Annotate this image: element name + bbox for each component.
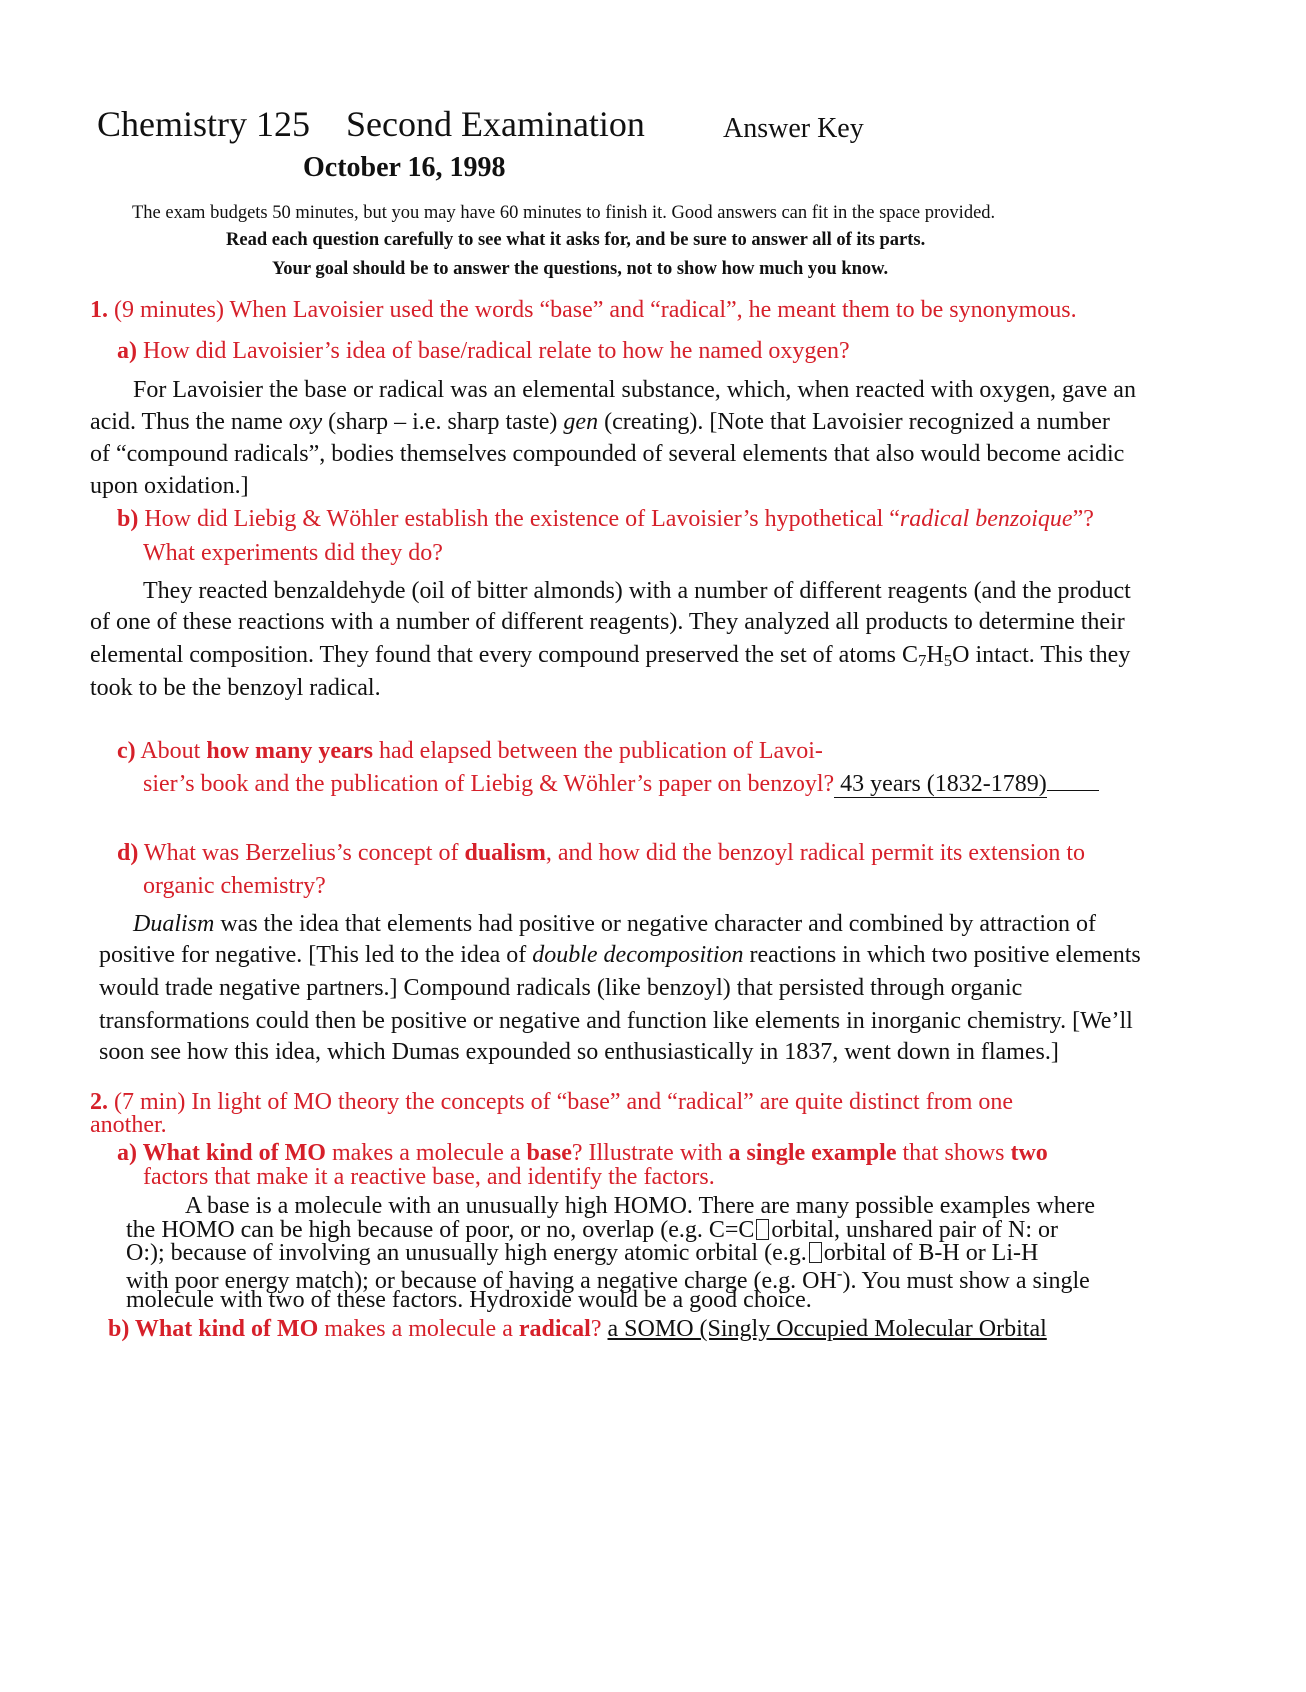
q2b-answer: a SOMO (Singly Occupied Molecular Orbital [607, 1316, 1047, 1342]
emphasis-radical: radical [518, 1316, 591, 1342]
answer-key-label [723, 113, 864, 145]
q1b-answer-line-4: took to be the benzoyl radical. [90, 675, 381, 701]
q1b-question-text: ”? [1072, 506, 1094, 532]
q1a-answer-text: (creating). [Note that Lavoisier recognized a number [598, 409, 1110, 435]
emphasis-two: two [1010, 1140, 1048, 1166]
exam-date [303, 152, 505, 184]
superscript-minus: - [836, 1264, 843, 1283]
q2b-question [108, 1316, 1047, 1343]
q1c-question-text: About [135, 738, 207, 764]
answer-key-text: Answer Key [723, 113, 864, 144]
q1b-label: b) [117, 506, 139, 532]
instructions-line-3: Your goal should be to answer the questions, not to show how much you know. [272, 259, 889, 279]
q2-prompt-text: (7 min) In light of MO theory the concepts of “base” and “radical” are quite distinct from one [108, 1089, 1014, 1115]
q2a-answer-text: the HOMO can be high because of poor, or no, overlap (e.g. C=C [126, 1217, 755, 1243]
q1d-answer-text: reactions in which two positive elements [743, 942, 1141, 968]
q2a-answer-text: orbital, unshared pair of N: or [771, 1217, 1058, 1243]
emphasis-single-example: a single example [728, 1140, 897, 1166]
q2a-answer-text: orbital of B-H or Li-H [823, 1240, 1039, 1266]
q1d-answer-line-1 [133, 911, 1096, 938]
term-gen: gen [563, 409, 599, 435]
q1c-answer-text: 43 years (1832-1789) [834, 771, 1047, 797]
q1c-label: c) [117, 738, 136, 764]
q2a-answer-line-3 [126, 1240, 1038, 1267]
q2a-question-text: that shows [896, 1140, 1011, 1166]
q1a-question-text: How did Lavoisier’s idea of base/radical relate to how he named oxygen? [137, 338, 850, 364]
q2a-answer-line-1: A base is a molecule with an unusually high HOMO. There are many possible examples where [185, 1193, 1095, 1219]
emphasis-what-kind-of-mo: What kind of MO [129, 1316, 319, 1342]
q2b-label: b) [108, 1316, 130, 1342]
q1d-answer-line-5: soon see how this idea, which Dumas expounded so enthusiastically in 1837, went down in flames.] [99, 1039, 1059, 1065]
q1d-answer-line-4: transformations could then be positive or negative and function like elements in inorganic chemistry. [We’ll [99, 1008, 1133, 1034]
q1b-answer-line-3 [90, 642, 1130, 671]
q1c-answer [834, 771, 1047, 798]
q1b-answer-text: H [926, 642, 944, 668]
term-double-decomposition: double decomposition [532, 942, 744, 968]
q1b-answer-text: elemental composition. They found that every compound preserved the set of atoms C [90, 642, 919, 668]
emphasis-base: base [526, 1140, 572, 1166]
q2a-answer-text: ). You must show a single [842, 1268, 1090, 1295]
q1a-answer-text: (sharp – i.e. sharp taste) [322, 409, 564, 435]
q1a-answer-line-1: For Lavoisier the base or radical was an elemental substance, which, when reacted with oxygen, gave an [133, 377, 1136, 403]
q1b-question-line-1 [117, 506, 1094, 533]
q2-prompt-line-1 [90, 1089, 1013, 1116]
q1b-question-text: How did Liebig & Wöhler establish the existence of Lavoisier’s hypothetical “ [138, 506, 900, 532]
q1a-answer-line-2 [90, 409, 1110, 436]
q1d-answer-line-3: would trade negative partners.] Compound radicals (like benzoyl) that persisted through organic [99, 975, 1023, 1001]
q1d-answer-line-2 [99, 942, 1141, 969]
q1c-question-line-1 [117, 738, 823, 765]
q2-prompt-line-2: another. [90, 1112, 167, 1138]
q2-number: 2. [90, 1089, 108, 1115]
q1b-answer-text: O intact. This they [952, 642, 1131, 668]
q2a-answer-text: with poor energy match); or because of having a negative charge (e.g. OH [126, 1268, 837, 1295]
q1c-question-line-2 [143, 771, 1099, 798]
q1a-answer-line-4: upon oxidation.] [90, 473, 249, 499]
q1a-label: a) [117, 338, 137, 364]
term-oxy: oxy [288, 409, 323, 435]
q2a-question-line-2: factors that make it a reactive base, and identify the factors. [143, 1164, 715, 1190]
q1a-answer-text: acid. Thus the name [90, 409, 289, 435]
emphasis-how-many-years: how many years [206, 738, 374, 764]
exam-date-text: October 16, 1998 [303, 152, 506, 183]
q1d-question-text: , and how did the benzoyl radical permit its extension to [545, 840, 1086, 866]
subscript-7: 7 [918, 651, 927, 671]
term-radical-benzoique: radical benzoique [899, 506, 1073, 532]
q2a-answer-line-5: molecule with two of these factors. Hydroxide would be a good choice. [126, 1287, 812, 1313]
q1-prompt [90, 297, 1077, 324]
q2a-question-text: makes a molecule a [325, 1140, 527, 1166]
q2a-label: a) [117, 1140, 137, 1166]
q1-prompt-text: (9 minutes) When Lavoisier used the words “base” and “radical”, he meant them to be synonymous. [108, 297, 1077, 323]
q1a-question [117, 338, 850, 365]
q1d-answer-text: was the idea that elements had positive or negative character and combined by attraction of [214, 911, 1097, 937]
q1b-question-line-2: What experiments did they do? [143, 540, 443, 566]
q1c-question-text: had elapsed between the publication of Lavoi- [373, 738, 823, 764]
q1d-answer-text: positive for negative. [This led to the idea of [99, 942, 533, 968]
term-dualism: Dualism [133, 911, 215, 937]
course-title [97, 103, 310, 145]
q1d-question-line-1 [117, 840, 1085, 867]
subscript-5: 5 [943, 651, 953, 671]
emphasis-dualism: dualism [464, 840, 546, 866]
missing-glyph-icon [756, 1219, 769, 1240]
q2a-question-text: ? Illustrate with [571, 1140, 729, 1166]
q1a-answer-line-3: of “compound radicals”, bodies themselves compounded of several elements that also would become acidic [90, 441, 1125, 467]
q1-number: 1. [90, 297, 108, 323]
instructions-line-1: The exam budgets 50 minutes, but you may have 60 minutes to finish it. Good answers can fit in the space provided. [132, 203, 996, 223]
answer-blank-line [1047, 789, 1099, 791]
q1d-label: d) [117, 840, 139, 866]
q2b-question-text: ? [590, 1316, 602, 1342]
q1b-answer-line-2: of one of these reactions with a number of different reagents). They analyzed all products to determine their [90, 609, 1125, 635]
course-name: Chemistry 125 [97, 104, 310, 144]
missing-glyph-icon [809, 1242, 822, 1263]
q1d-question-text: What was Berzelius’s concept of [138, 840, 465, 866]
q2a-answer-text: O:); because of involving an unusually high energy atomic orbital (e.g. [126, 1240, 807, 1266]
q1d-question-line-2: organic chemistry? [143, 873, 326, 899]
q1c-question-text: sier’s book and the publication of Liebig & Wöhler’s paper on benzoyl? [143, 771, 835, 797]
emphasis-what-kind-of-mo: What kind of MO [137, 1140, 326, 1166]
exam-name: Second Examination [346, 104, 645, 144]
instructions-line-2: Read each question carefully to see what it asks for, and be sure to answer all of its parts. [226, 230, 926, 250]
q2b-question-text: makes a molecule a [318, 1316, 519, 1342]
q1b-answer-line-1: They reacted benzaldehyde (oil of bitter almonds) with a number of different reagents (and the product [143, 578, 1131, 604]
exam-title [346, 103, 645, 145]
q2a-question-line-1 [117, 1140, 1048, 1167]
